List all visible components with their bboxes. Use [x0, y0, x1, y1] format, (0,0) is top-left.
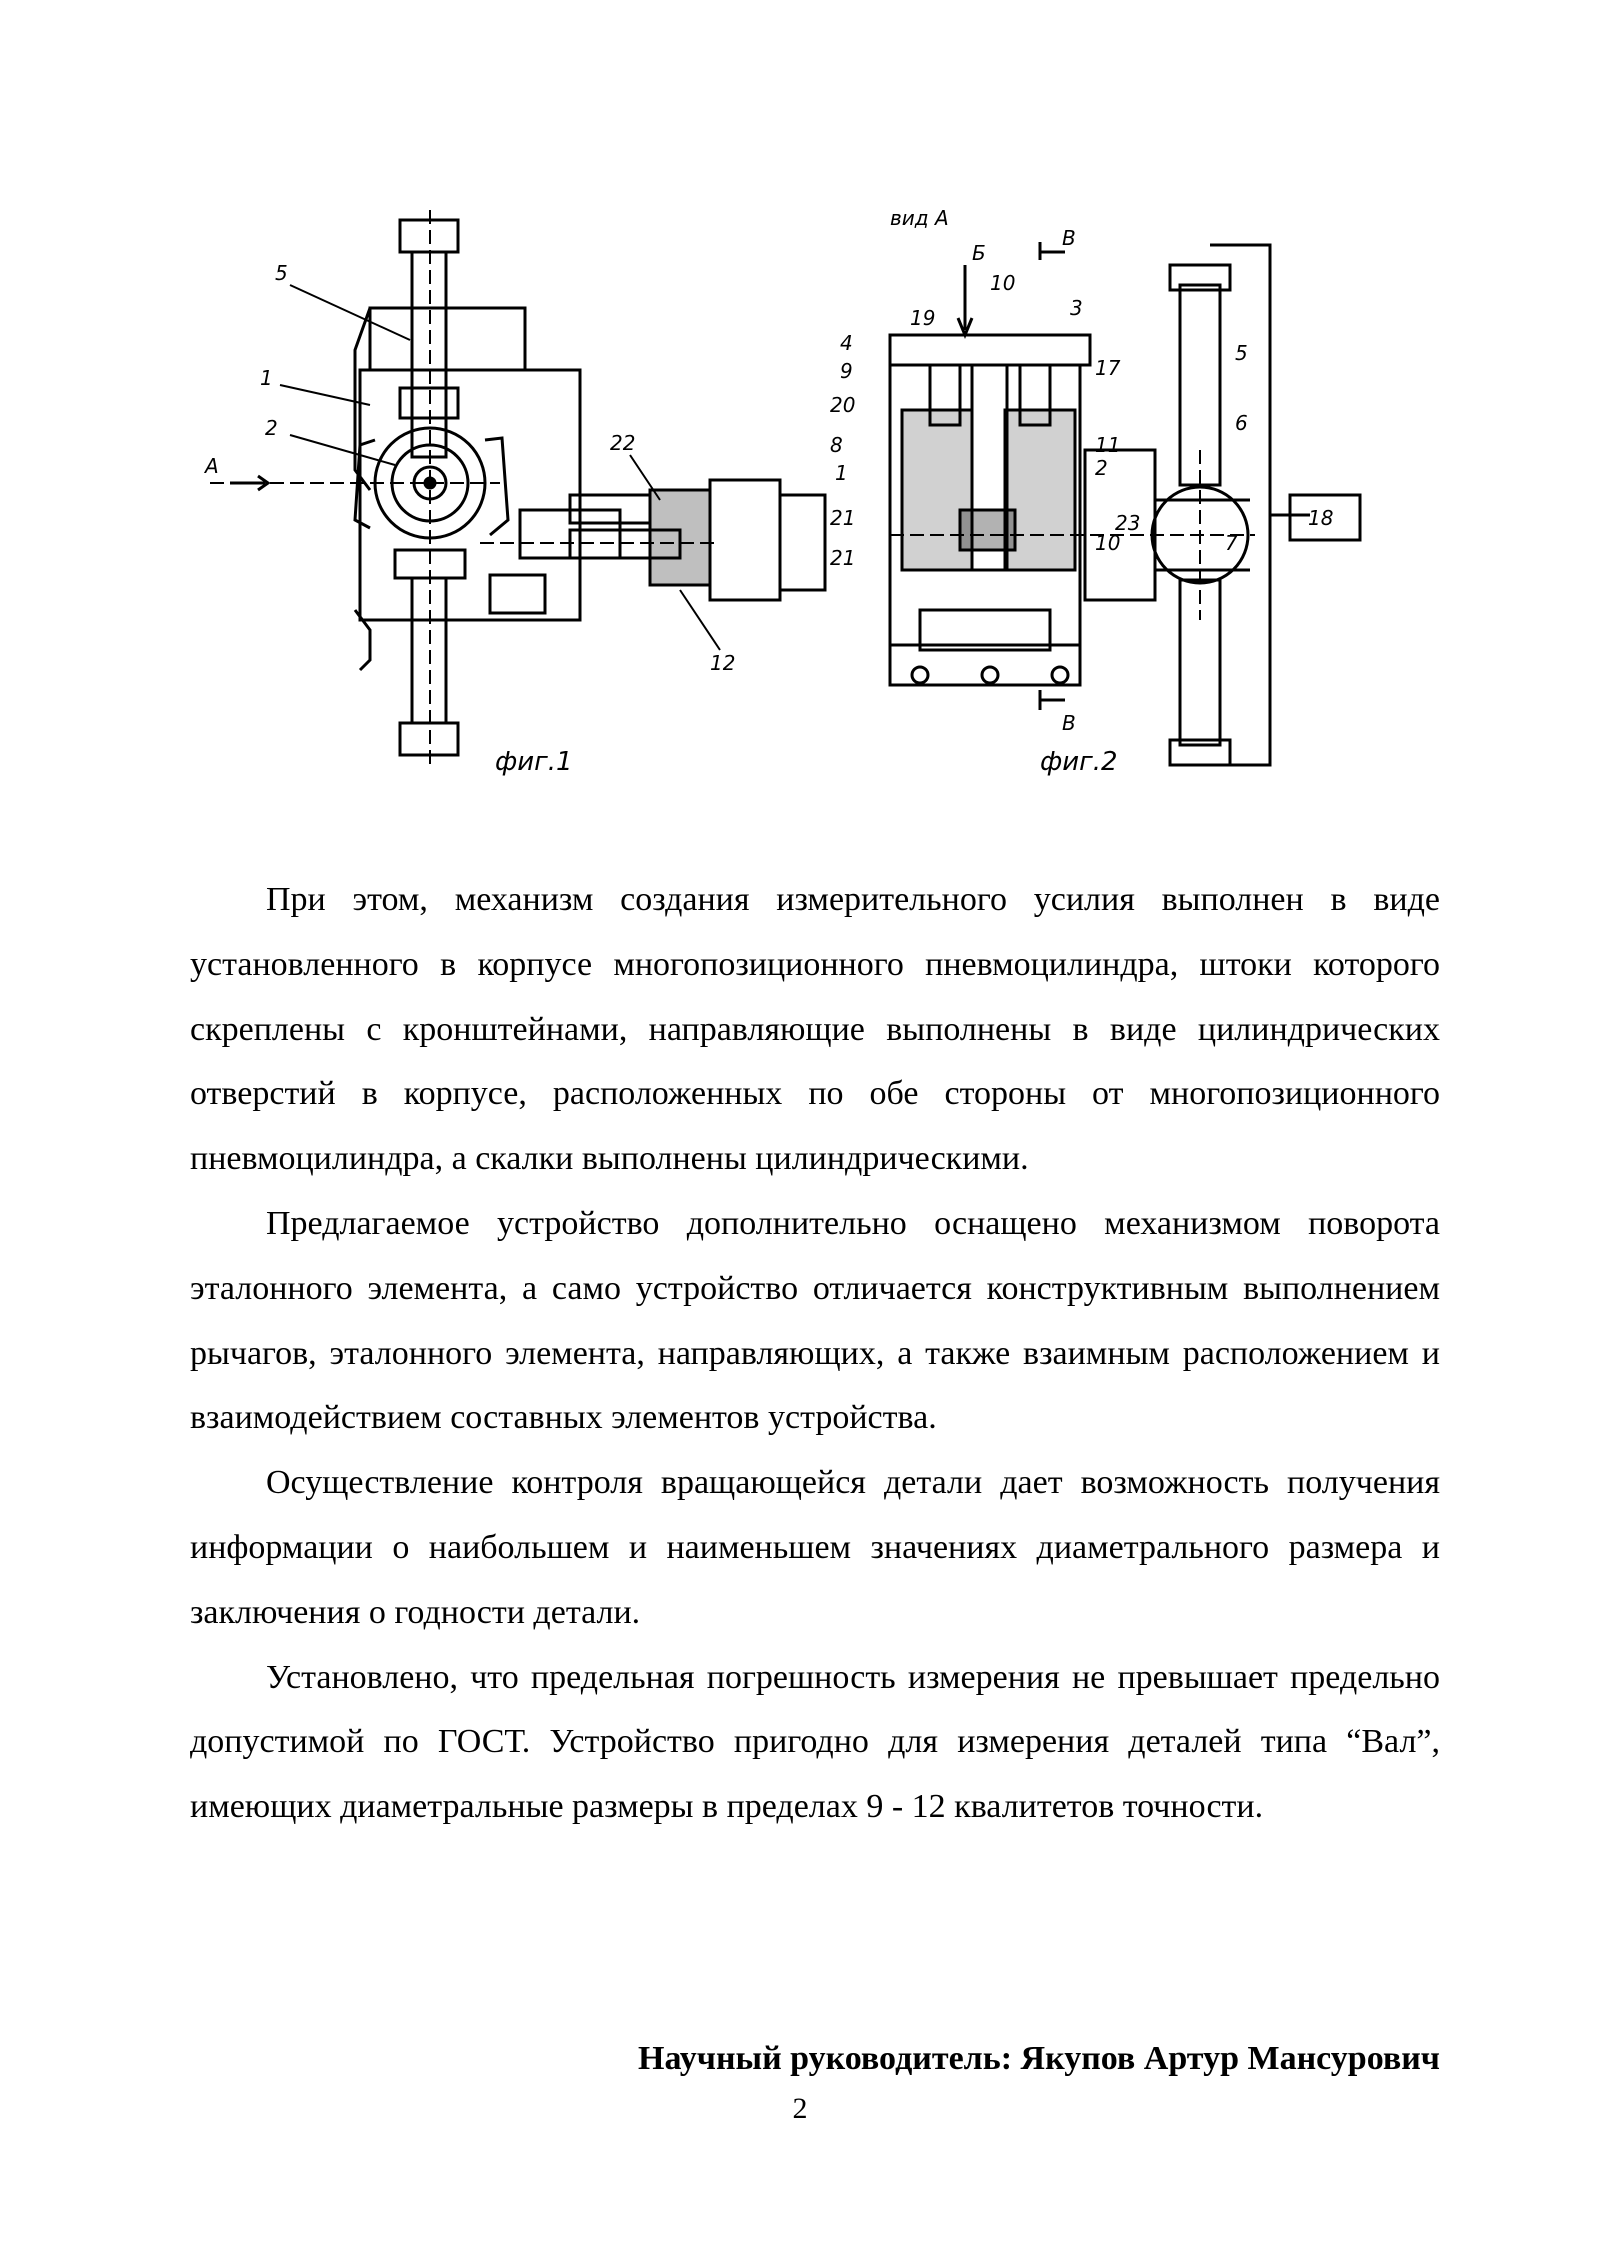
- fig2-callout-10-lower: 10: [1095, 531, 1121, 555]
- fig2-callout-7: 7: [1225, 531, 1238, 555]
- fig2-callout-8: 8: [830, 433, 843, 457]
- fig1-callout-1: 1: [260, 366, 273, 390]
- fig2-callout-17: 17: [1095, 356, 1121, 380]
- fig1-callout-22: 22: [610, 431, 636, 455]
- fig2-callout-18: 18: [1308, 506, 1334, 530]
- supervisor-signature: Научный руководитель: Якупов Артур Мансурович: [638, 2040, 1440, 2077]
- fig2-caption: фиг.2: [1040, 747, 1118, 777]
- fig2-drawing: [890, 242, 1360, 765]
- fig2-callout-23: 23: [1115, 511, 1141, 535]
- fig1-callout-5: 5: [275, 261, 288, 285]
- fig1-view-arrow-label: А: [205, 454, 219, 478]
- fig2-callout-21-upper: 21: [830, 506, 856, 530]
- fig1-drawing: [210, 210, 825, 765]
- paragraph-1: При этом, механизм создания измерительного усилия выполнен в виде установленного в корпусе многопозиционного пневмоцилиндра, штоки которого скреплены с кронштейнами, направляющие выполнены в виде цилиндрических отверстий в корпусе, расположенных по обе стороны от многопозиционного пневмоцилиндра, а скалки выполнены цилиндрическими.: [190, 881, 1440, 1178]
- technical-drawings: [190, 190, 1334, 810]
- fig2-section-label-b: Б: [972, 241, 986, 265]
- fig2-callout-2: 2: [1095, 456, 1108, 480]
- fig1-callout-2: 2: [265, 416, 278, 440]
- fig2-callout-20: 20: [830, 393, 856, 417]
- page-number: 2: [792, 2092, 808, 2125]
- body-text: [190, 868, 1440, 1840]
- fig2-callout-1: 1: [835, 461, 848, 485]
- fig2-callout-21-lower: 21: [830, 546, 856, 570]
- fig2-callout-9: 9: [840, 359, 853, 383]
- fig2-callout-3: 3: [1070, 296, 1083, 320]
- fig2-callout-11: 11: [1095, 433, 1121, 457]
- fig2-callout-6: 6: [1235, 411, 1248, 435]
- paragraph-4: Установлено, что предельная погрешность измерения не превышает предельно допустимой по ГОСТ. Устройство пригодно для измерения деталей типа “Вал”, имеющих диаметральные размеры в пределах 9 - 12 квалитетов точности.: [190, 1658, 1440, 1826]
- fig2-section-label-v-top: В: [1062, 226, 1076, 250]
- fig2-view-title: вид А: [890, 206, 949, 230]
- fig1-callout-12: 12: [710, 651, 736, 675]
- fig2-callout-19: 19: [910, 306, 936, 330]
- fig2-callout-4: 4: [840, 331, 853, 355]
- fig1-caption: фиг.1: [495, 747, 573, 777]
- fig2-section-label-v-bottom: В: [1062, 711, 1076, 735]
- patent-figures-svg: [190, 190, 1334, 810]
- paragraph-2: Предлагаемое устройство дополнительно оснащено механизмом поворота эталонного элемента, а само устройство отличается конструктивным выполнением рычагов, эталонного элемента, направляющих, а также взаимным расположением и взаимодействием составных элементов устройства.: [190, 1204, 1440, 1437]
- fig2-callout-5: 5: [1235, 341, 1248, 365]
- fig2-callout-10-top: 10: [990, 271, 1016, 295]
- paragraph-3: Осуществление контроля вращающейся детали дает возможность получения информации о наибольшем и наименьшем значениях диаметрального размера и заключения о годности детали.: [190, 1464, 1440, 1631]
